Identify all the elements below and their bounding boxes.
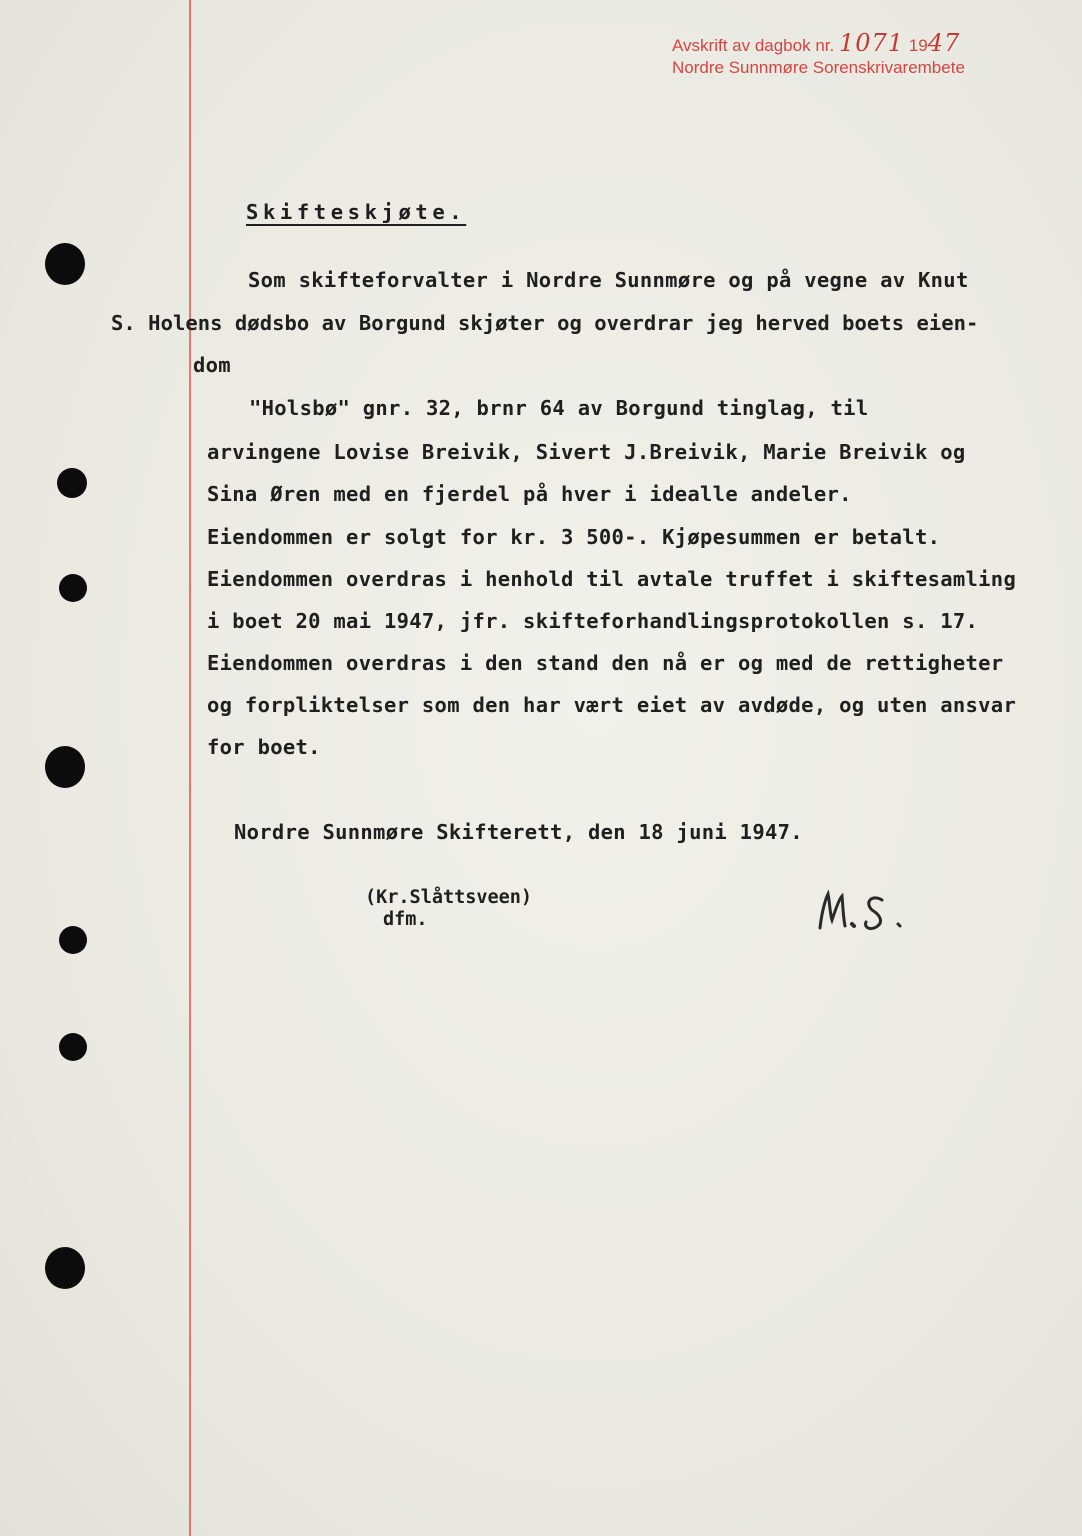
punch-hole-6 xyxy=(59,1033,87,1061)
punch-hole-7 xyxy=(45,1247,85,1289)
place-and-date: Nordre Sunnmøre Skifterett, den 18 juni 1947. xyxy=(234,820,803,844)
red-margin-line xyxy=(189,0,191,1536)
body-line-12: for boet. xyxy=(207,735,321,759)
archive-stamp xyxy=(672,29,965,79)
signatory-title: dfm. xyxy=(383,909,428,930)
body-line-3: dom xyxy=(193,353,231,377)
body-line-5: arvingene Lovise Breivik, Sivert J.Breivik, Marie Breivik og xyxy=(207,440,966,464)
stamp-line-1 xyxy=(672,29,965,57)
body-line-2: S. Holens dødsbo av Borgund skjøter og overdrar jeg herved boets eien- xyxy=(111,311,979,335)
stamp-line-2: Nordre Sunnmøre Sorenskrivarembete xyxy=(672,58,965,77)
punch-hole-4 xyxy=(45,746,85,788)
stamp-year-prefix: 19 xyxy=(908,36,928,55)
stamp-prefix: Avskrift av dagbok nr. xyxy=(672,36,835,55)
body-line-10: Eiendommen overdras i den stand den nå er og med de rettigheter xyxy=(207,651,1004,675)
punch-hole-5 xyxy=(59,926,87,954)
body-line-6: Sina Øren med en fjerdel på hver i idealle andeler. xyxy=(207,482,852,506)
stamp-journal-number: 1071 xyxy=(838,29,905,57)
body-line-1: Som skifteforvalter i Nordre Sunnmøre og på vegne av Knut xyxy=(248,268,969,292)
handwritten-initials-signature xyxy=(812,880,942,940)
body-line-11: og forpliktelser som den har vært eiet av avdøde, og uten ansvar xyxy=(207,693,1017,717)
signatory-name: (Kr.Slåttsveen) xyxy=(365,887,533,908)
body-line-4: "Holsbø" gnr. 32, brnr 64 av Borgund tinglag, til xyxy=(249,396,869,420)
document-title: Skifteskjøte. xyxy=(246,200,467,224)
body-line-7: Eiendommen er solgt for kr. 3 500-. Kjøpesummen er betalt. xyxy=(207,525,941,549)
stamp-year-suffix: 47 xyxy=(927,29,961,57)
punch-hole-1 xyxy=(45,243,85,285)
punch-hole-2 xyxy=(57,468,87,498)
body-line-9: i boet 20 mai 1947, jfr. skifteforhandlingsprotokollen s. 17. xyxy=(207,609,979,633)
body-line-8: Eiendommen overdras i henhold til avtale truffet i skiftesamling xyxy=(207,567,1017,591)
punch-hole-3 xyxy=(59,574,87,602)
